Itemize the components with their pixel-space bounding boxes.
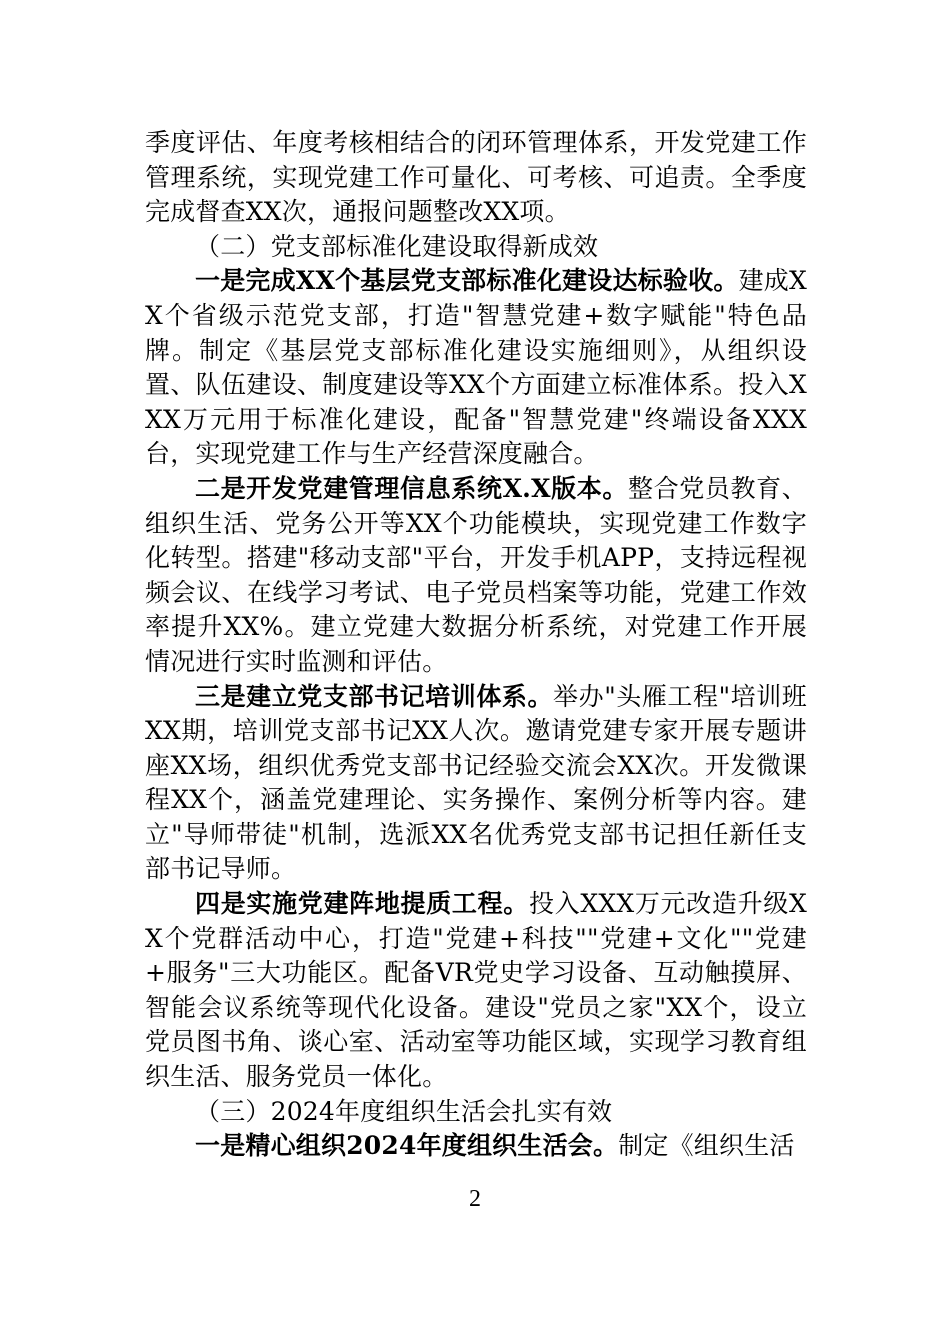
page-number: 2 — [469, 1186, 481, 1212]
paragraph-lead: 四是实施党建阵地提质工程。 — [195, 889, 529, 919]
paragraph-lead: 一是完成XX个基层党支部标准化建设达标验收。 — [195, 266, 739, 296]
paragraph-body: 制定《组织生活 — [618, 1131, 795, 1161]
paragraph-body: 举办"头雁工程"培训班XX期，培训党支部书记XX人次。邀请党建专家开展专题讲座XX场，组织优秀党支部书记经验交流会XX次。开发微课程XX个，涵盖党建理论、实务操作、案例分析等内容。建立"导师带徒"机制，选派XX名优秀党支部书记担任新任支部书记导师。 — [145, 681, 807, 884]
section-heading-3: （三）2024年度组织生活会扎实有效 — [195, 1096, 613, 1126]
continued-paragraph: 季度评估、年度考核相结合的闭环管理体系，开发党建工作管理系统，实现党建工作可量化、可考核、可追责。全季度完成督查XX次，通报问题整改XX项。 — [145, 128, 807, 227]
paragraph-item-2 — [145, 472, 807, 680]
paragraph-lead: 一是精心组织2024年度组织生活会。 — [195, 1131, 619, 1161]
paragraph-lead: 三是建立党支部书记培训体系。 — [195, 681, 554, 711]
paragraph-item-5 — [145, 1129, 807, 1164]
paragraph-item-4 — [145, 887, 807, 1095]
paragraph-body: 投入XXX万元改造升级XX个党群活动中心，打造"党建+科技""党建+文化""党建+服务"三大功能区。配备VR党史学习设备、互动触摸屏、智能会议系统等现代化设备。建设"党员之家"XX个，设立党员图书角、谈心室、活动室等功能区域，实现学习教育组织生活、服务党员一体化。 — [145, 889, 807, 1092]
paragraph-item-3 — [145, 680, 807, 888]
paragraph-item-1 — [145, 264, 807, 472]
paragraph-body: 建成XX个省级示范党支部，打造"智慧党建+数字赋能"特色品牌。制定《基层党支部标准化建设实施细则》，从组织设置、队伍建设、制度建设等XX个方面建立标准体系。投入XXX万元用于标准化建设，配备"智慧党建"终端设备XXX台，实现党建工作与生产经营深度融合。 — [145, 266, 807, 469]
paragraph-body: 整合党员教育、组织生活、党务公开等XX个功能模块，实现党建工作数字化转型。搭建"移动支部"平台，开发手机APP，支持远程视频会议、在线学习考试、电子党员档案等功能，党建工作效率提升XX%。建立党建大数据分析系统，对党建工作开展情况进行实时监测和评估。 — [145, 473, 807, 676]
paragraph-lead: 二是开发党建管理信息系统X.X版本。 — [195, 473, 628, 503]
page-body — [145, 126, 807, 1164]
section-heading-2: （二）党支部标准化建设取得新成效 — [195, 231, 599, 261]
